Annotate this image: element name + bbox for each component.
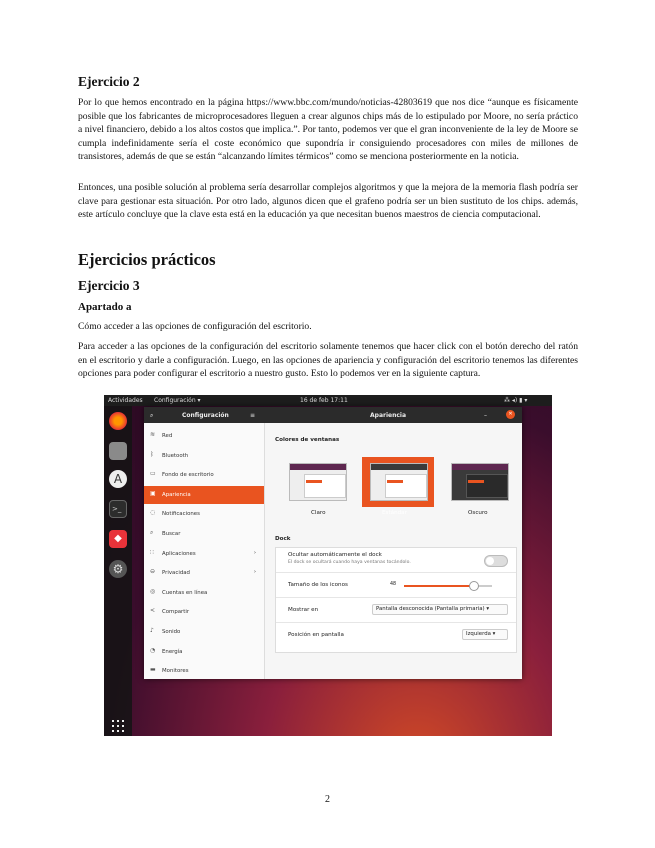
sidebar-item-appearance[interactable]	[144, 486, 264, 504]
clock[interactable]: 16 de feb 17:11	[300, 397, 348, 404]
files-icon[interactable]	[109, 442, 127, 460]
heading-ejercicio-3: Ejercicio 3	[78, 278, 140, 293]
appearance-icon: ▣	[150, 489, 156, 497]
show-on-label: Mostrar en	[288, 607, 319, 613]
sidebar-item-background[interactable]	[144, 466, 264, 484]
app-menu[interactable]: Configuración ▾	[154, 397, 201, 404]
sidebar-item-apps[interactable]	[144, 545, 264, 563]
search-icon[interactable]: ⌕	[150, 412, 154, 419]
apps-icon: ∷	[150, 548, 154, 556]
power-icon: ◔	[150, 646, 156, 654]
main-title: Apariencia	[370, 412, 407, 419]
show-apps-icon[interactable]	[112, 720, 124, 732]
chevron-right-icon: ›	[253, 549, 256, 556]
firefox-icon[interactable]	[109, 412, 127, 430]
theme-light-thumb[interactable]	[289, 463, 347, 501]
software-icon[interactable]: A	[109, 470, 127, 488]
activities-button[interactable]: Actividades	[108, 397, 143, 404]
sidebar-item-label: Notificaciones	[162, 511, 200, 518]
sidebar-item-displays[interactable]	[144, 662, 264, 680]
sidebar-title: Configuración	[182, 412, 229, 419]
sidebar-item-notifications[interactable]	[144, 505, 264, 523]
sidebar-item-label: Energía	[162, 648, 183, 655]
sidebar-item-label: Monitores	[162, 668, 189, 675]
sidebar-item-bluetooth[interactable]	[144, 447, 264, 465]
theme-dark-thumb[interactable]	[451, 463, 509, 501]
sidebar-item-label: Aplicaciones	[162, 550, 196, 557]
sidebar-item-privacy[interactable]	[144, 564, 264, 582]
heading-ejercicios-practicos: Ejercicios prácticos	[78, 250, 216, 269]
ubuntu-settings-screenshot	[104, 395, 552, 736]
paragraph-question: Cómo acceder a las opciones de configuración del escritorio.	[78, 321, 312, 332]
top-bar	[104, 395, 552, 406]
sidebar-item-online-accounts[interactable]	[144, 584, 264, 602]
sidebar-item-label: Privacidad	[162, 570, 190, 577]
theme-dark-label: Oscuro	[468, 510, 488, 516]
icon-size-row	[276, 573, 516, 598]
window-header	[144, 407, 522, 423]
autohide-label: Ocultar automáticamente el dock	[288, 552, 382, 558]
paragraph-moore-intro: Por lo que hemos encontrado en la página https://www.bbc.com/mundo/noticias-42803619 que nos dice “aunque es físicamente posible que los fabricantes de microprocesadores lleguen a crear algunos chips más de lo estipulado por Moore, no sería práctico a nivel financiero, debido a los altos costos que implica.”. Por tanto, podemos ver que el gran inconveniente de la ley de Moore se cumpla indefinidamente sería el coste económico que supondría ir consiguiendo procesadores con miles de millones de transistores, además de que se están “alcanzando límites térmicos” como se menciona posteriormente en la noticia.	[78, 97, 578, 163]
autohide-toggle[interactable]	[484, 555, 508, 567]
autohide-row	[276, 548, 516, 573]
dock-settings-card	[275, 547, 517, 653]
theme-standard-thumb[interactable]	[370, 463, 428, 501]
show-on-row	[276, 598, 516, 623]
dock	[104, 406, 132, 736]
sidebar-item-label: Sonido	[162, 629, 181, 635]
anydesk-icon[interactable]: ◆	[109, 530, 127, 548]
displays-icon: ▬	[150, 666, 156, 674]
sidebar-item-search[interactable]	[144, 525, 264, 543]
sidebar-item-label: Apariencia	[162, 491, 191, 498]
system-tray-icons[interactable]: ⁂ ◂) ▮ ▾	[504, 397, 528, 404]
icon-size-value: 48	[390, 582, 397, 587]
close-icon[interactable]: ✕	[506, 410, 515, 419]
sidebar-item-label: Red	[162, 433, 173, 439]
theme-standard-label: Estándar	[382, 510, 407, 516]
sidebar-item-label: Cuentas en línea	[162, 589, 208, 596]
page-number: 2	[325, 794, 330, 805]
settings-gear-icon[interactable]: ⚙	[109, 560, 127, 578]
background-icon: ▭	[150, 470, 156, 478]
sidebar-item-wifi[interactable]	[144, 427, 264, 445]
paragraph-answer: Para acceder a las opciones de la configuración del escritorio solamente tenemos que hacer click con el botón derecho del ratón en el escritorio y darle a configuración. Luego, en las opciones de apariencia y configuración del escritorio tenemos las diferentes opciones para poder configurar el escritorio a nuestro gusto. Esto lo podemos ver en la siguiente captura.	[78, 341, 578, 380]
sidebar-item-label: Bluetooth	[162, 452, 189, 459]
sidebar-item-sound[interactable]	[144, 623, 264, 641]
settings-window	[144, 407, 522, 679]
terminal-icon[interactable]: >_	[109, 500, 127, 518]
wifi-icon: ≋	[150, 431, 156, 438]
paragraph-moore-solution: Entonces, una posible solución al problema sería desarrollar complejos algoritmos y que la mejora de la memoria flash podría ser clave para gestionar esta situación. Por otro lado, algunos dicen que el grafeno podría ser un bien sustituto de los chips. además, este artículo concluye que la clave esta está en la educación ya que necesitan buenos maestros de ciencia computacional.	[78, 182, 578, 221]
chevron-right-icon: ›	[253, 569, 256, 576]
online-accounts-icon: ◎	[150, 587, 156, 595]
heading-apartado-a: Apartado a	[78, 301, 132, 313]
settings-sidebar	[144, 423, 265, 679]
show-on-dropdown[interactable]: Pantalla desconocida (Pantalla primaria) ▾	[372, 604, 508, 615]
minimize-icon[interactable]: –	[484, 412, 487, 419]
sidebar-item-label: Fondo de escritorio	[162, 472, 214, 479]
appearance-panel	[265, 423, 522, 679]
share-icon: <	[150, 607, 156, 615]
position-label: Posición en pantalla	[288, 632, 344, 638]
dock-label: Dock	[275, 536, 291, 542]
hamburger-menu-icon[interactable]: ≡	[250, 412, 256, 419]
icon-size-label: Tamaño de los iconos	[288, 582, 348, 588]
sidebar-item-share[interactable]	[144, 603, 264, 621]
position-row	[276, 623, 516, 647]
position-dropdown[interactable]: Izquierda ▾	[462, 629, 508, 640]
window-colors-label: Colores de ventanas	[275, 437, 340, 443]
sound-icon: ♪	[150, 627, 154, 634]
icon-size-slider[interactable]	[404, 585, 492, 587]
theme-light-label: Claro	[311, 510, 326, 516]
heading-ejercicio-2: Ejercicio 2	[78, 74, 140, 89]
sidebar-item-label: Buscar	[162, 531, 181, 537]
autohide-description: El dock se ocultará cuando haya ventanas tocándolo.	[288, 560, 411, 565]
search-icon: ⌕	[150, 529, 154, 536]
sidebar-item-power[interactable]	[144, 643, 264, 661]
bluetooth-icon: ᛒ	[150, 450, 154, 458]
notifications-icon: ◌	[150, 509, 156, 517]
sidebar-item-label: Compartir	[162, 609, 190, 616]
privacy-icon: ⊖	[150, 568, 156, 576]
